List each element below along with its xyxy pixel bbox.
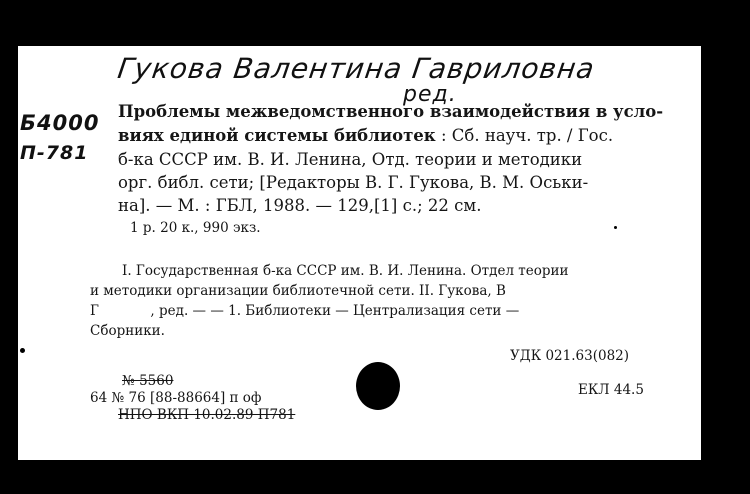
subjects-line-3: Г , ред. — — 1. Библиотеки — Централизация сети — xyxy=(90,303,520,319)
subjects-line-2: и методики организации библиотечной сети. II. Гукова, В xyxy=(90,283,506,299)
publisher-code: НПО ВКП 10.02.89 П781 xyxy=(118,407,296,423)
handwritten-call-number-2: П-781 xyxy=(20,142,89,164)
bbk-code: ЕКЛ 44.5 xyxy=(578,382,644,398)
title-line-2 xyxy=(118,126,613,145)
subjects-line-4: Сборники. xyxy=(90,323,165,339)
handwritten-author: Гукова Валентина Гавриловна xyxy=(115,52,597,85)
catalog-card xyxy=(18,46,701,460)
handwritten-call-number-1: Б4000 xyxy=(20,111,100,135)
record-line-5: на]. — М. : ГБЛ, 1988. — 129,[1] с.; 22 см. xyxy=(118,196,482,215)
ink-stain xyxy=(356,362,400,410)
subjects-line-1: I. Государственная б-ка СССР им. В. И. Ленина. Отдел теории xyxy=(122,263,569,279)
ink-speck xyxy=(614,226,617,229)
print-code: 64 № 76 [88-88664] п оф xyxy=(90,390,262,406)
record-line-4: орг. библ. сети; [Редакторы В. Г. Гукова, В. М. Оськи- xyxy=(118,173,589,192)
inventory-number: № 5560 xyxy=(122,373,174,389)
title-line-2-rest: : Сб. науч. тр. / Гос. xyxy=(435,126,614,145)
record-line-3: б-ка СССР им. В. И. Ленина, Отд. теории и методики xyxy=(118,150,583,169)
price-line: 1 р. 20 к., 990 экз. xyxy=(130,220,261,236)
title-line-1: Проблемы межведомственного взаимодействия в усло- xyxy=(118,102,664,121)
ink-speck xyxy=(20,348,25,353)
title-line-2-bold: виях единой системы библиотек xyxy=(118,126,436,145)
udc-code: УДК 021.63(082) xyxy=(510,348,630,364)
handwritten-role: ред. xyxy=(403,82,457,107)
